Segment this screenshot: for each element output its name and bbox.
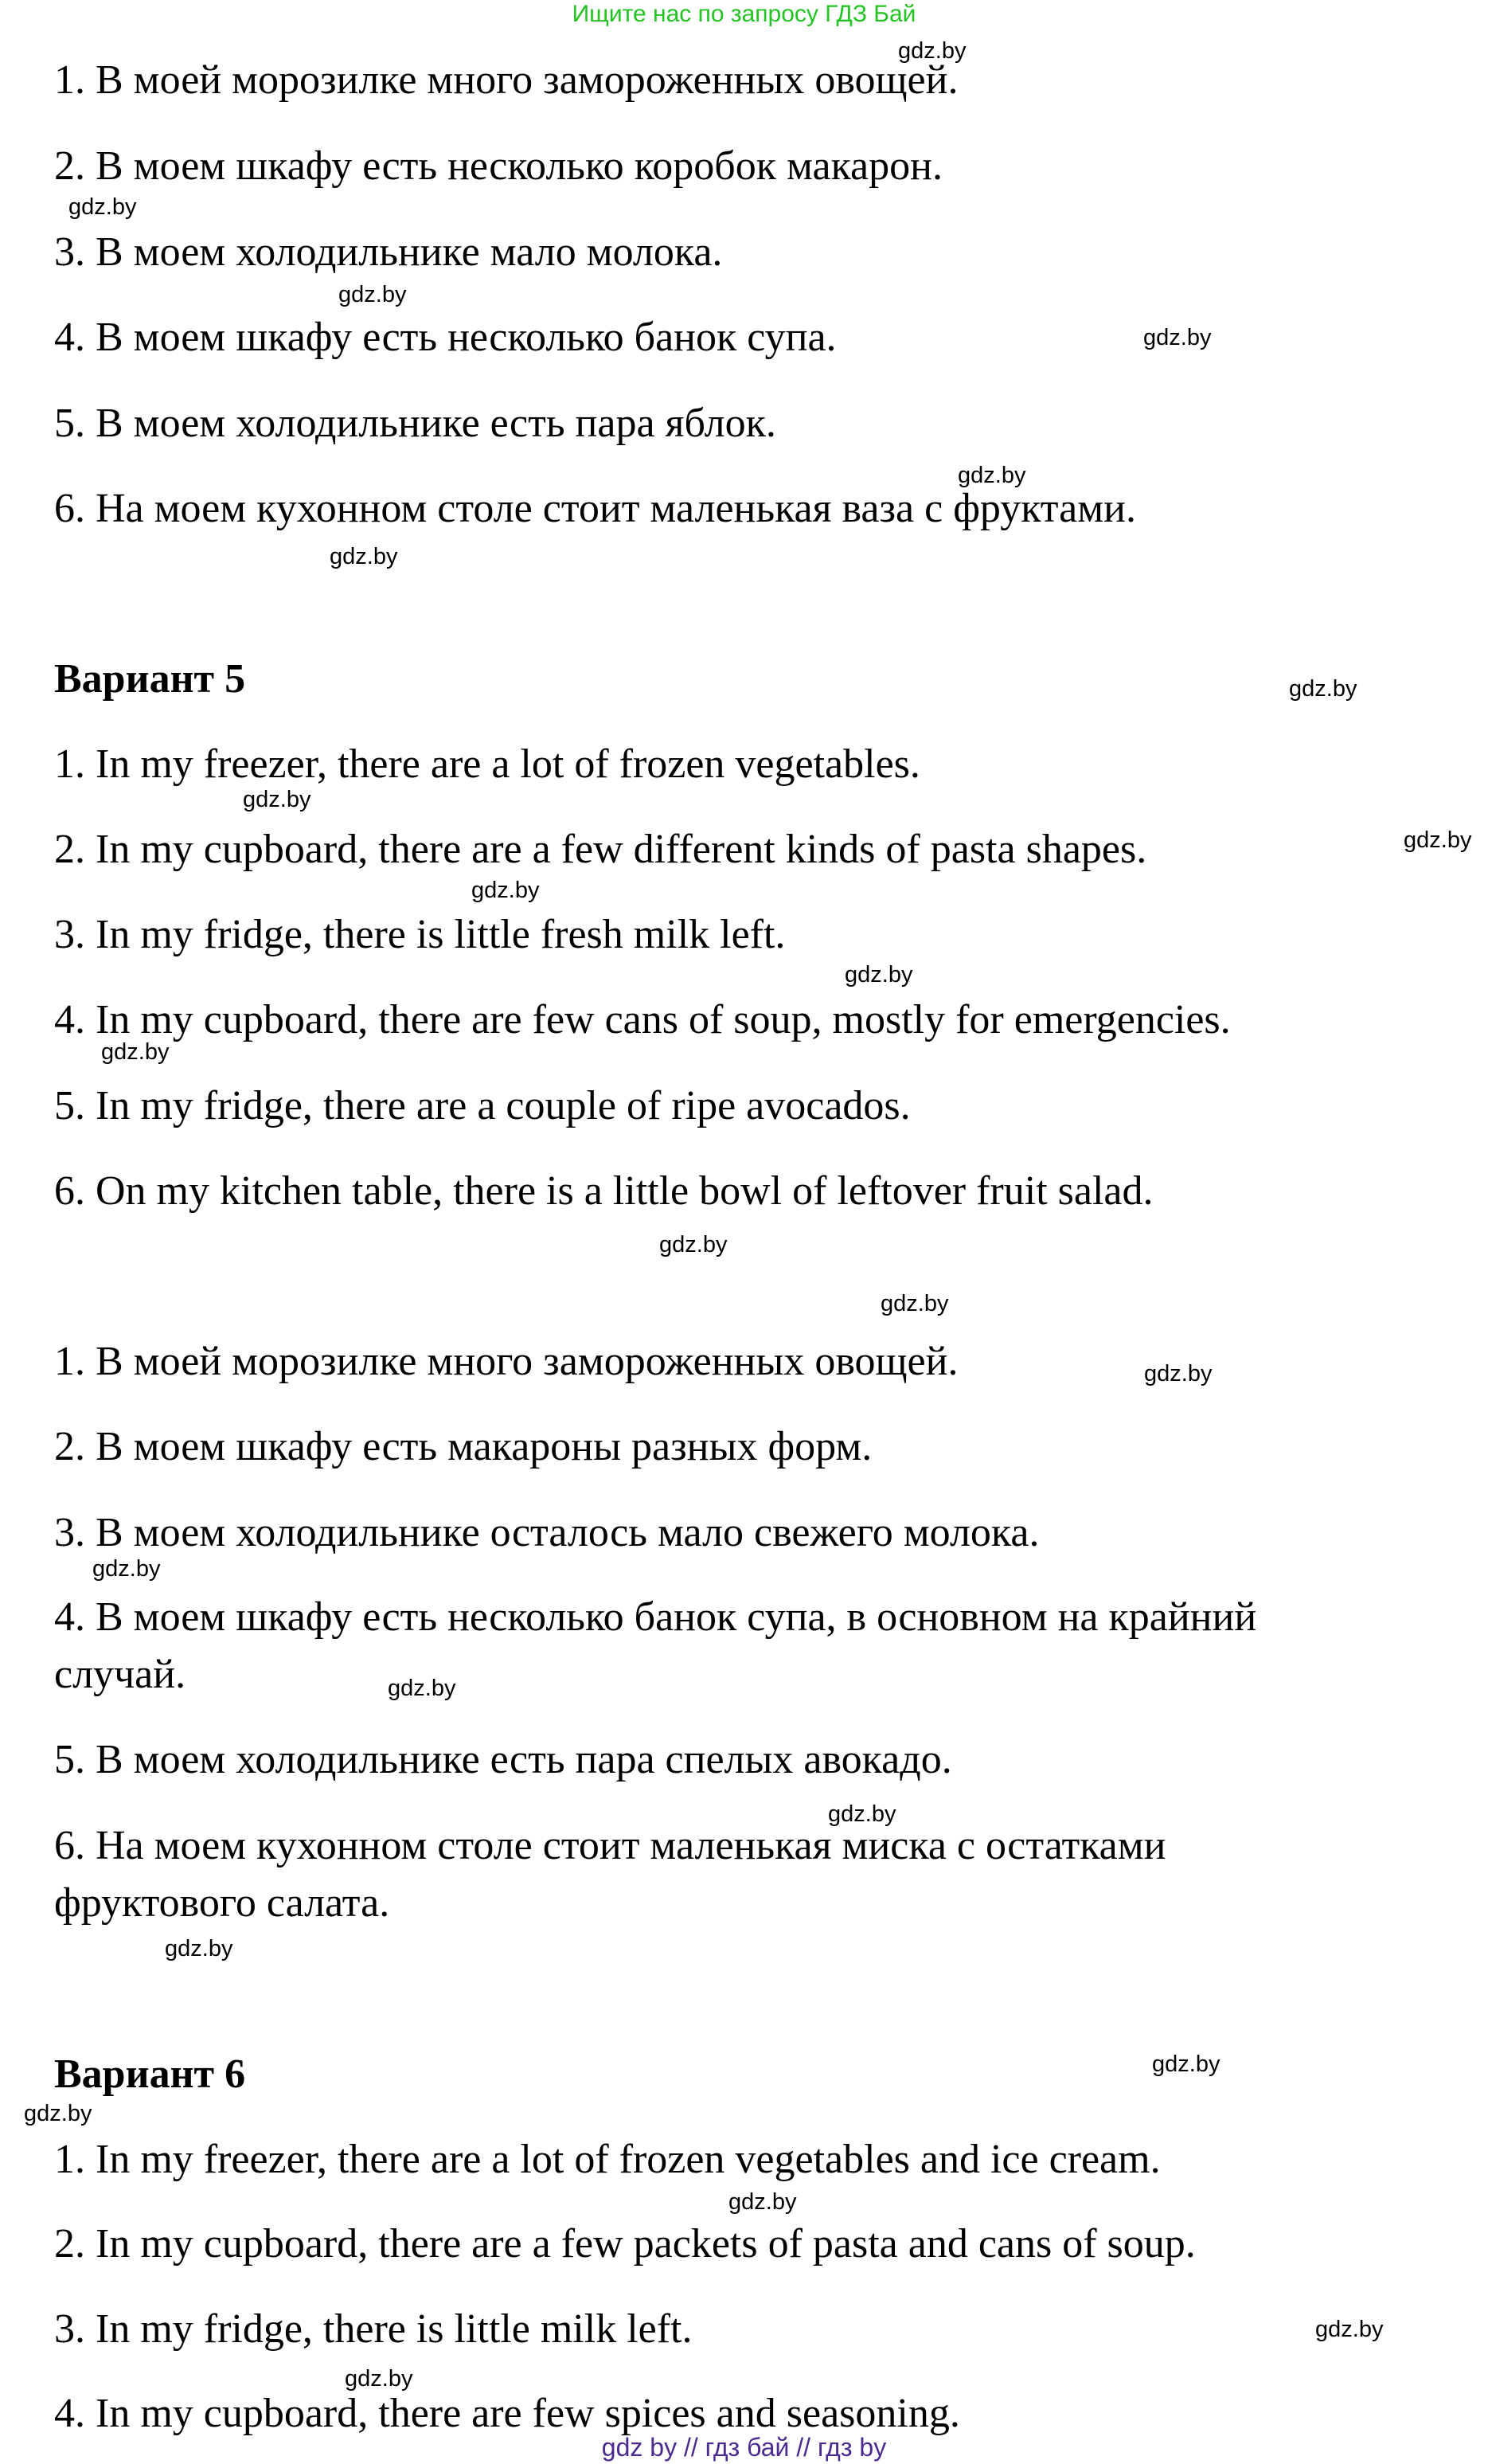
watermark: gdz.by	[728, 2189, 797, 2215]
v5-en-line-2: 2. In my cupboard, there are a few different kinds of pasta shapes.	[54, 827, 1147, 872]
watermark: gdz.by	[828, 1801, 896, 1827]
watermark: gdz.by	[338, 282, 407, 307]
ru-line-6: 6. На моем кухонном столе стоит маленькая ваза с фруктами.	[54, 486, 1136, 531]
ru-line-2: 2. В моем шкафу есть несколько коробок макарон.	[54, 143, 943, 189]
watermark: gdz.by	[1289, 676, 1357, 702]
watermark: gdz.by	[659, 1232, 728, 1257]
v5-ru-line-3: 3. В моем холодильнике осталось мало свежего молока.	[54, 1510, 1040, 1555]
watermark: gdz.by	[958, 463, 1026, 488]
watermark: gdz.by	[330, 544, 398, 569]
variant-6-heading: Вариант 6	[54, 2051, 246, 2097]
watermark: gdz.by	[1144, 1361, 1213, 1386]
v5-ru-line-6-cont: фруктового салата.	[54, 1880, 390, 1926]
watermark: gdz.by	[845, 962, 913, 988]
v5-ru-line-4: 4. В моем шкафу есть несколько банок супа, в основном на крайний	[54, 1594, 1257, 1640]
watermark: gdz.by	[471, 878, 540, 903]
watermark: gdz.by	[243, 787, 311, 812]
watermark: gdz.by	[101, 1039, 170, 1065]
v6-en-line-2: 2. In my cupboard, there are a few packets of pasta and cans of soup.	[54, 2221, 1196, 2266]
watermark: gdz.by	[898, 38, 967, 64]
ru-line-4: 4. В моем шкафу есть несколько банок супа.	[54, 315, 837, 360]
v5-ru-line-4-cont: случай.	[54, 1652, 186, 1697]
footer-links: gdz by // гдз бай // гдз by	[601, 2433, 887, 2462]
watermark: gdz.by	[1404, 827, 1472, 853]
top-banner: Ищите нас по запросу ГДЗ Бай	[572, 1, 916, 27]
ru-line-5: 5. В моем холодильнике есть пара яблок.	[54, 401, 776, 446]
watermark: gdz.by	[1315, 2317, 1384, 2342]
v5-ru-line-5: 5. В моем холодильнике есть пара спелых авокадо.	[54, 1737, 952, 1782]
v5-ru-line-1: 1. В моей морозилке много замороженных овощей.	[54, 1339, 959, 1384]
v5-en-line-6: 6. On my kitchen table, there is a little bowl of leftover fruit salad.	[54, 1168, 1154, 1214]
ru-line-1: 1. В моей морозилке много замороженных овощей.	[54, 57, 959, 103]
v6-en-line-4: 4. In my cupboard, there are few spices and seasoning.	[54, 2391, 960, 2436]
watermark: gdz.by	[345, 2366, 413, 2392]
v5-en-line-5: 5. In my fridge, there are a couple of ripe avocados.	[54, 1083, 911, 1128]
v6-en-line-3: 3. In my fridge, there is little milk left.	[54, 2306, 693, 2352]
watermark: gdz.by	[92, 1556, 161, 1582]
v5-en-line-1: 1. In my freezer, there are a lot of frozen vegetables.	[54, 741, 920, 787]
watermark: gdz.by	[388, 1676, 456, 1701]
watermark: gdz.by	[1143, 325, 1212, 350]
watermark: gdz.by	[1152, 2051, 1220, 2077]
v5-en-line-4: 4. In my cupboard, there are few cans of soup, mostly for emergencies.	[54, 997, 1231, 1042]
watermark: gdz.by	[165, 1936, 233, 1961]
ru-line-3: 3. В моем холодильнике мало молока.	[54, 229, 723, 275]
watermark: gdz.by	[68, 194, 137, 220]
variant-5-heading: Вариант 5	[54, 656, 246, 702]
watermark: gdz.by	[881, 1291, 949, 1316]
v6-en-line-1: 1. In my freezer, there are a lot of frozen vegetables and ice cream.	[54, 2137, 1161, 2182]
v5-ru-line-2: 2. В моем шкафу есть макароны разных форм.	[54, 1424, 873, 1469]
v5-ru-line-6: 6. На моем кухонном столе стоит маленькая миска с остатками	[54, 1823, 1166, 1868]
v5-en-line-3: 3. In my fridge, there is little fresh milk left.	[54, 912, 786, 957]
watermark: gdz.by	[24, 2101, 92, 2126]
